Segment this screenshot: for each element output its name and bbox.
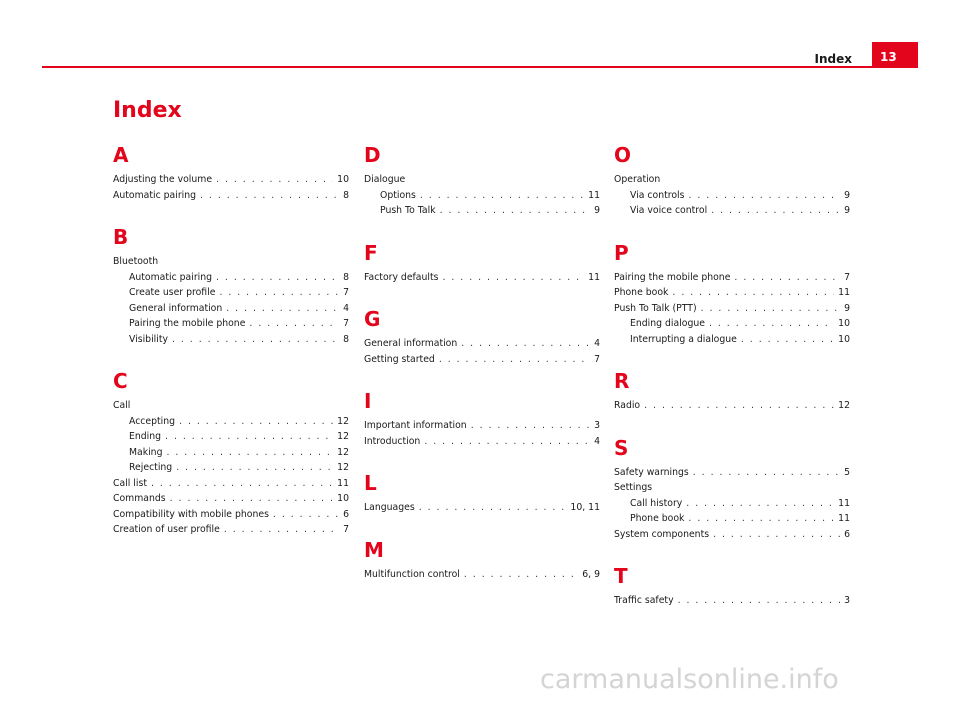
section-letter: F xyxy=(364,240,378,265)
index-subentry: Options . . . 11 xyxy=(364,188,600,204)
index-heading: Call xyxy=(113,400,131,411)
section-letter: T xyxy=(614,564,628,588)
index-column-1 xyxy=(113,143,349,560)
index-subentry: Create user profile . . . 7 xyxy=(113,285,349,301)
index-entry: Commands . . . 10 xyxy=(113,491,349,507)
index-entry: Introduction . . . 4 xyxy=(364,434,600,450)
index-subentry: Ending . . . 12 xyxy=(113,429,349,445)
index-entry: System components . . . 6 xyxy=(614,527,850,543)
index-entry: Traffic safety . . . 3 xyxy=(614,593,850,609)
index-heading: Bluetooth xyxy=(113,256,159,267)
index-entry: Factory defaults . . . 11 xyxy=(364,270,600,286)
index-subentry: Call history . . . 11 xyxy=(614,496,850,512)
index-subentry: Via controls . . . 9 xyxy=(614,188,850,204)
section-b xyxy=(113,225,349,347)
section-letter: D xyxy=(364,143,381,167)
section-c xyxy=(113,369,349,538)
index-heading: Dialogue xyxy=(364,174,406,185)
index-subentry: Push To Talk . . . 9 xyxy=(364,203,600,219)
index-heading: Settings xyxy=(614,482,653,493)
section-letter: A xyxy=(113,143,129,167)
index-heading: Operation xyxy=(614,174,661,185)
index-entry: Phone book . . . 11 xyxy=(614,285,850,301)
section-s xyxy=(614,436,850,543)
section-d xyxy=(364,143,600,219)
index-subentry: Interrupting a dialogue . . . 10 xyxy=(614,332,850,348)
section-letter: C xyxy=(113,369,128,393)
index-entry: Compatibility with mobile phones . . . 6 xyxy=(113,507,349,523)
section-letter: B xyxy=(113,225,129,249)
index-entry: Getting started . . . 7 xyxy=(364,352,600,368)
page-title: Index xyxy=(113,98,182,123)
index-entry: Adjusting the volume . . . 10 xyxy=(113,172,349,188)
section-f xyxy=(364,241,600,286)
watermark: carmanualsonline.info xyxy=(540,664,839,695)
index-subentry: Ending dialogue . . . 10 xyxy=(614,316,850,332)
section-a xyxy=(113,143,349,203)
index-entry: Important information . . . 3 xyxy=(364,418,600,434)
index-entry: Radio . . . 12 xyxy=(614,398,850,414)
section-r xyxy=(614,369,850,414)
index-subentry: Accepting . . . 12 xyxy=(113,414,349,430)
section-l xyxy=(364,471,600,516)
index-subentry: Rejecting . . . 12 xyxy=(113,460,349,476)
index-entry: Languages . . . 10, 11 xyxy=(364,500,600,516)
index-subentry: Phone book . . . 11 xyxy=(614,511,850,527)
index-subentry: Making . . . 12 xyxy=(113,445,349,461)
index-subentry: Via voice control . . . 9 xyxy=(614,203,850,219)
section-i xyxy=(364,389,600,449)
index-entry: Safety warnings . . . 5 xyxy=(614,465,850,481)
header-rule xyxy=(42,66,918,68)
section-g xyxy=(364,307,600,367)
index-entry: Pairing the mobile phone . . . 7 xyxy=(614,270,850,286)
index-entry: Multifunction control . . . 6, 9 xyxy=(364,567,600,583)
section-letter: L xyxy=(364,471,377,495)
section-letter: M xyxy=(364,537,384,562)
index-entry: Creation of user profile . . . 7 xyxy=(113,522,349,538)
page-number-badge: 13 xyxy=(872,42,918,67)
section-p xyxy=(614,241,850,348)
section-letter: G xyxy=(364,307,381,331)
index-entry: Call list . . . 11 xyxy=(113,476,349,492)
section-letter: R xyxy=(614,369,630,393)
index-subentry: Automatic pairing . . . 8 xyxy=(113,270,349,286)
index-column-2 xyxy=(364,143,600,604)
index-entry: General information . . . 4 xyxy=(364,336,600,352)
header-title: Index xyxy=(814,52,852,66)
index-entry: Automatic pairing . . . 8 xyxy=(113,188,349,204)
section-letter: I xyxy=(364,389,372,413)
index-subentry: Visibility . . . 8 xyxy=(113,332,349,348)
section-m xyxy=(364,538,600,583)
index-column-3 xyxy=(614,143,850,631)
section-t xyxy=(614,564,850,609)
index-subentry: General information . . . 4 xyxy=(113,301,349,317)
index-entry: Push To Talk (PTT) . . . 9 xyxy=(614,301,850,317)
section-o xyxy=(614,143,850,219)
section-letter: O xyxy=(614,143,632,167)
section-letter: P xyxy=(614,240,629,265)
index-subentry: Pairing the mobile phone . . . 7 xyxy=(113,316,349,332)
section-letter: S xyxy=(614,435,629,460)
